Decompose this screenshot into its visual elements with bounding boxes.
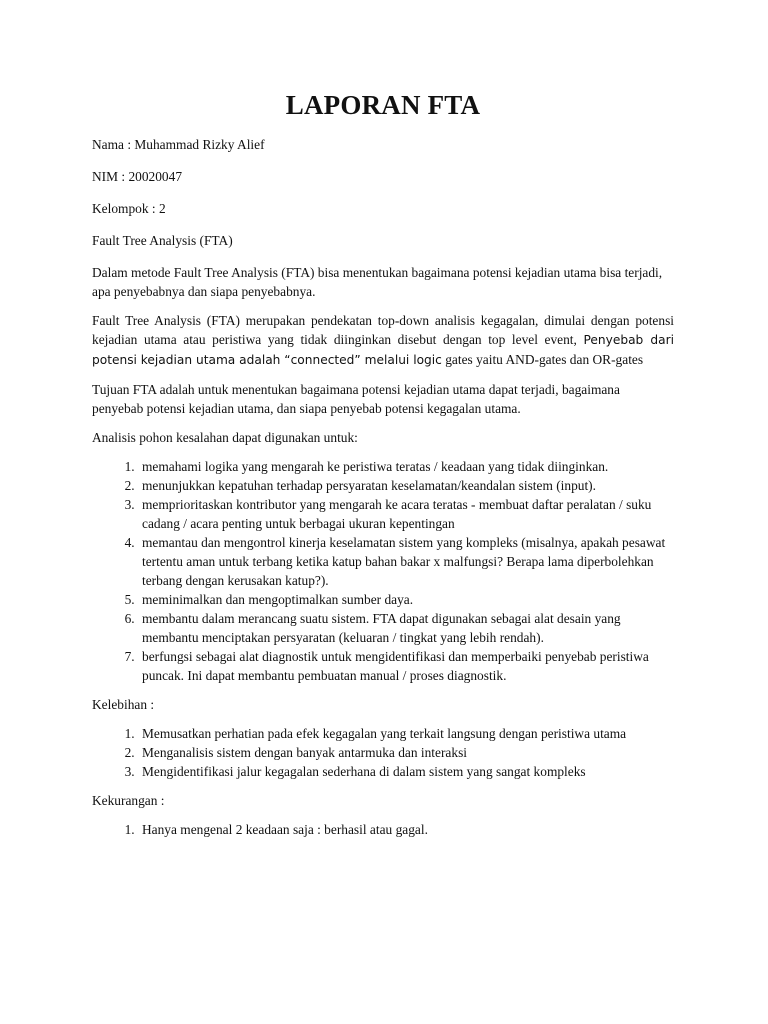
list-item: 4. memantau dan mengontrol kinerja keselamatan sistem yang kompleks (misalnya, apakah pesawat tertentu aman untuk terbang ketika katup bahan bakar x malfungsi? Berapa lama diperbolehkan terbang dengan kerusakan katup?). [138, 533, 674, 590]
advantages-list [92, 724, 674, 781]
list-item: 1. memahami logika yang mengarah ke peristiwa teratas / keadaan yang tidak diinginkan. [138, 457, 674, 476]
list-item: 7. berfungsi sebagai alat diagnostik untuk mengidentifikasi dan memperbaiki penyebab peristiwa puncak. Ini dapat membantu pembuatan manual / proses diagnostik. [138, 647, 674, 685]
list-item: 1. Memusatkan perhatian pada efek kegagalan yang terkait langsung dengan peristiwa utama [138, 724, 674, 743]
goal-paragraph: Tujuan FTA adalah untuk menentukan bagaimana potensi kejadian utama dapat terjadi, bagaimana penyebab potensi kejadian utama, dan siapa penyebab potensi kegagalan utama. [92, 382, 620, 416]
definition-paragraph [92, 311, 674, 370]
list-item: 3. memprioritaskan kontributor yang mengarah ke acara teratas - membuat daftar peralatan / suku cadang / acara penting untuk berbagai ukuran kepentingan [138, 495, 674, 533]
uses-heading: Analisis pohon kesalahan dapat digunakan untuk: [92, 430, 358, 445]
list-item: 3. Mengidentifikasi jalur kegagalan sederhana di dalam sistem yang sangat kompleks [138, 762, 674, 781]
list-item: 1. Hanya mengenal 2 keadaan saja : berhasil atau gagal. [138, 820, 674, 839]
list-item: 5. meminimalkan dan mengoptimalkan sumber daya. [138, 590, 674, 609]
disadvantages-heading: Kekurangan : [92, 793, 165, 808]
list-item: 6. membantu dalam merancang suatu sistem. FTA dapat digunakan sebagai alat desain yang membantu menciptakan persyaratan (keluaran / tingkat yang lebih rendah). [138, 609, 674, 647]
list-item: 2. Menganalisis sistem dengan banyak antarmuka dan interaksi [138, 743, 674, 762]
advantages-heading: Kelebihan : [92, 697, 155, 712]
definition-text-2: Penyebab dari potensi kejadian utama adalah “connected” melalui logic [92, 333, 674, 367]
student-nim: NIM : 20020047 [92, 169, 183, 184]
section-subtitle: Fault Tree Analysis (FTA) [92, 233, 233, 248]
document-title: LAPORAN FTA [285, 90, 481, 120]
intro-paragraph: Dalam metode Fault Tree Analysis (FTA) bisa menentukan bagaimana potensi kejadian utama bisa terjadi, apa penyebabnya dan siapa penyebabnya. [92, 265, 663, 299]
student-group: Kelompok : 2 [92, 201, 166, 216]
definition-text-1: Fault Tree Analysis (FTA) merupakan pendekatan top-down analisis kegagalan, dimulai dengan potensi kejadian utama atau peristiwa yang tidak diinginkan disebut dengan top level event, [92, 313, 674, 347]
list-item: 2. menunjukkan kepatuhan terhadap persyaratan keselamatan/keandalan sistem (input). [138, 476, 674, 495]
uses-list [92, 457, 674, 685]
disadvantages-list [92, 820, 674, 839]
definition-text-3: gates yaitu AND-gates dan OR-gates [445, 352, 644, 367]
student-name: Nama : Muhammad Rizky Alief [92, 137, 265, 152]
